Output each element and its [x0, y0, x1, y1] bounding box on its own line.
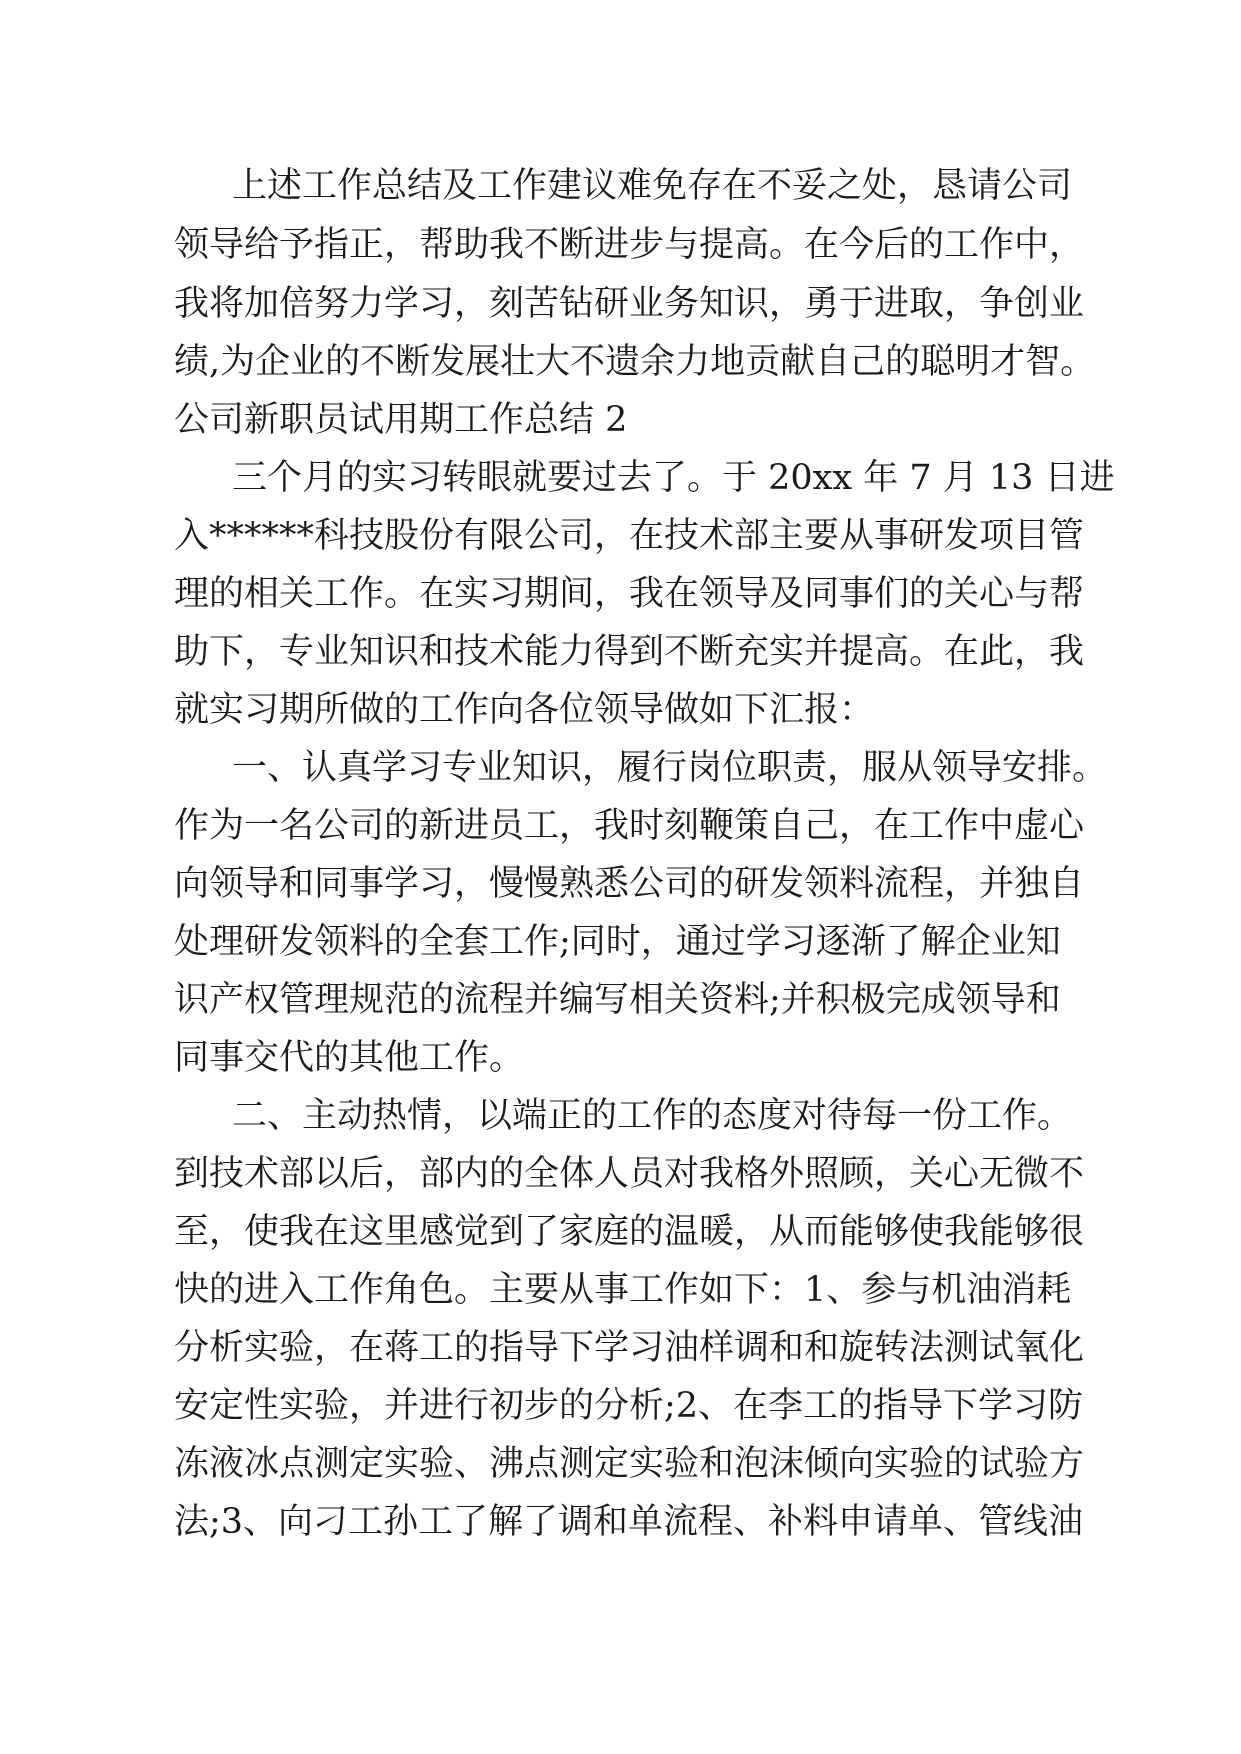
paragraph-line: 入******科技股份有限公司，在技术部主要从事研发项目管	[174, 516, 1085, 556]
paragraph-line: 处理研发领料的全套工作;同时，通过学习逐渐了解企业知	[174, 922, 1061, 962]
text-line	[0, 1204, 1241, 1260]
paragraph-line: 快的进入工作角色。主要从事工作如下：1、参与机油消耗	[174, 1270, 1072, 1310]
paragraph-line: 领导给予指正，帮助我不断进步与提高。在今后的工作中，	[174, 225, 1085, 265]
paragraph-line: 识产权管理规范的流程并编写相关资料;并积极完成领导和	[174, 980, 1061, 1020]
section-title	[0, 392, 1241, 448]
text-line	[0, 217, 1241, 273]
paragraph-line: 至，使我在这里感觉到了家庭的温暖，从而能够使我能够很	[174, 1212, 1085, 1252]
text-line	[0, 1436, 1241, 1492]
text-line	[0, 914, 1241, 970]
text-line	[0, 450, 1241, 506]
paragraph-line: 作为一名公司的新进员工，我时刻鞭策自己，在工作中虚心	[174, 806, 1085, 846]
paragraph-line: 向领导和同事学习，慢慢熟悉公司的研发领料流程，并独自	[174, 864, 1085, 904]
text-line	[0, 566, 1241, 622]
paragraph-first-line: 二、主动热情，以端正的工作的态度对待每一份工作。	[232, 1096, 1073, 1136]
text-line	[0, 1030, 1241, 1086]
paragraph-line: 绩,为企业的不断发展壮大不遗余力地贡献自己的聪明才智。	[174, 342, 1096, 382]
text-line	[0, 1320, 1241, 1376]
paragraph-first-line: 一、认真学习专业知识，履行岗位职责，服从领导安排。	[232, 748, 1108, 788]
paragraph-line: 冻液冰点测定实验、沸点测定实验和泡沫倾向实验的试验方	[174, 1444, 1085, 1484]
text-line	[0, 158, 1241, 214]
paragraph-line: 分析实验，在蒋工的指导下学习油样调和和旋转法测试氧化	[174, 1328, 1085, 1368]
paragraph-line: 就实习期所做的工作向各位领导做如下汇报：	[174, 690, 875, 730]
text-line	[0, 276, 1241, 332]
text-line	[0, 682, 1241, 738]
paragraph-first-line: 上述工作总结及工作建议难免存在不妥之处，恳请公司	[232, 166, 1073, 206]
paragraph-line: 理的相关工作。在实习期间，我在领导及同事们的关心与帮	[174, 574, 1085, 614]
section-heading: 公司新职员试用期工作总结 2	[174, 400, 628, 440]
text-line	[0, 1494, 1241, 1550]
text-line	[0, 856, 1241, 912]
paragraph-line: 我将加倍努力学习，刻苦钻研业务知识，勇于进取，争创业	[174, 284, 1085, 324]
paragraph-line: 法;3、向刁工孙工了解了调和单流程、补料申请单、管线油	[174, 1502, 1084, 1542]
paragraph-line: 到技术部以后，部内的全体人员对我格外照顾，关心无微不	[174, 1154, 1085, 1194]
paragraph-line: 助下，专业知识和技术能力得到不断充实并提高。在此，我	[174, 632, 1085, 672]
text-line	[0, 1146, 1241, 1202]
text-line	[0, 624, 1241, 680]
text-line	[0, 508, 1241, 564]
text-line	[0, 1378, 1241, 1434]
paragraph-line: 安定性实验，并进行初步的分析;2、在李工的指导下学习防	[174, 1386, 1084, 1426]
text-line	[0, 1088, 1241, 1144]
paragraph-line: 同事交代的其他工作。	[174, 1038, 525, 1078]
text-line	[0, 972, 1241, 1028]
paragraph-first-line: 三个月的实习转眼就要过去了。于 20xx 年 7 月 13 日进	[232, 458, 1115, 498]
text-line	[0, 1262, 1241, 1318]
text-line	[0, 798, 1241, 854]
text-line	[0, 334, 1241, 390]
text-line	[0, 740, 1241, 796]
